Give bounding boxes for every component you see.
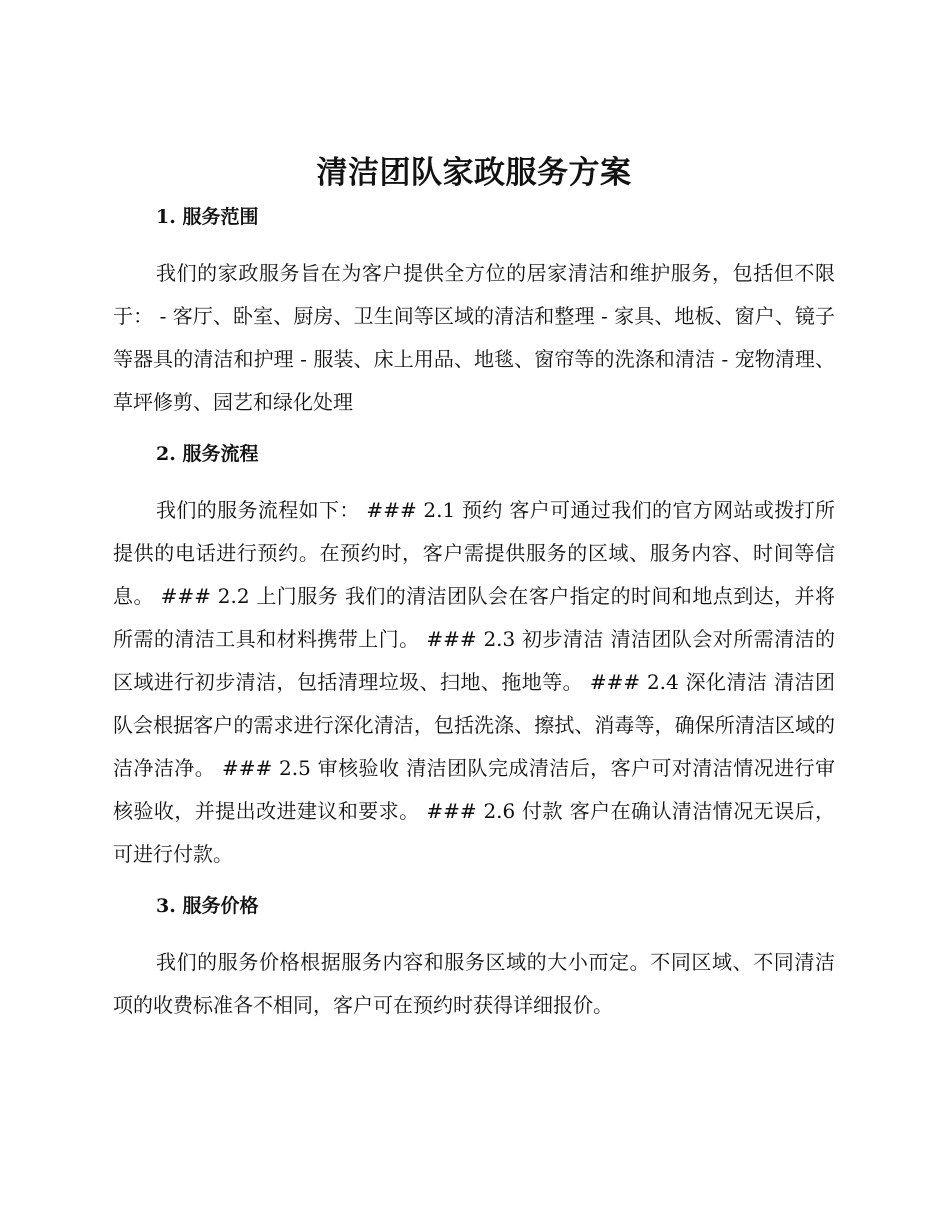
section-heading-service-scope: 1. 服务范围 — [156, 206, 259, 228]
section-body-service-process: 我们的服务流程如下： ### 2.1 预约 客户可通过我们的官方网站或拨打所提供的电话进行预约。在预约时，客户需提供服务的区域、服务内容、时间等信息。 ### 2.2 上门服务 我们的清洁团队会在客户指定的时间和地点到达，并将所需的清洁工具和材料携带上门。 ### 2.3 初步清洁 清洁团队会对所需清洁的区域进行初步清洁，包括清理垃圾、扫地、拖地等。 ### 2.4 深化清洁 清洁团队会根据客户的需求进行深化清洁，包括洗涤、擦拭、消毒等，确保所清洁区域的洁净洁净。 ### 2.5 审核验收 清洁团队完成清洁后，客户可对清洁情况进行审核验收，并提出改进建议和要求。 ### 2.6 付款 客户在确认清洁情况无误后，可进行付款。 — [113, 498, 835, 866]
section-body-service-scope: 我们的家政服务旨在为客户提供全方位的居家清洁和维护服务，包括但不限于： - 客厅、卧室、厨房、卫生间等区域的清洁和整理 - 家具、地板、窗户、镜子等器具的清洁和护理 - 服装、床上用品、地毯、窗帘等的洗涤和清洁 - 宠物清理、草坪修剪、园艺和绿化处理 — [113, 261, 835, 414]
document-title: 清洁团队家政服务方案 — [316, 155, 632, 191]
section-body-service-price: 我们的服务价格根据服务内容和服务区域的大小而定。不同区域、不同清洁项的收费标准各不相同，客户可在预约时获得详细报价。 — [113, 950, 835, 1017]
section-heading-service-process: 2. 服务流程 — [156, 443, 259, 465]
document-page — [113, 148, 835, 1027]
section-heading-service-price: 3. 服务价格 — [156, 895, 259, 917]
